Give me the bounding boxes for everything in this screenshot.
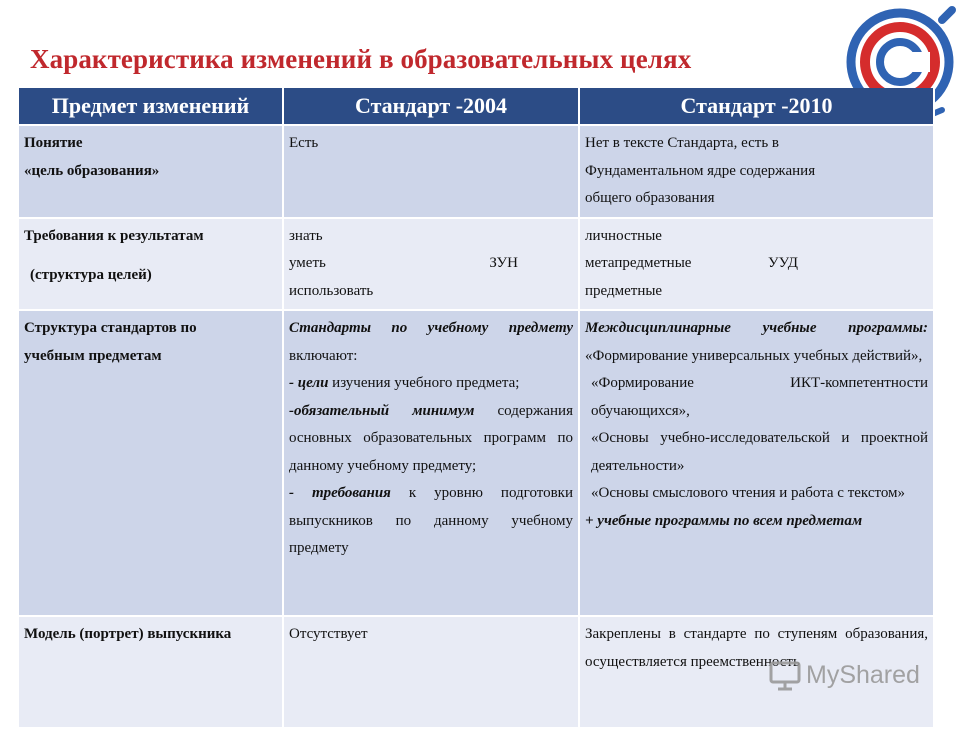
cell-emphasis: Стандарты по учебному предмету <box>289 320 573 336</box>
cell-text: метапредметные <box>585 255 692 271</box>
cell-line: «цель образования» <box>24 162 160 179</box>
cell-emphasis: -обязательный минимум <box>289 402 475 419</box>
cell-line: (структура целей) <box>30 267 152 283</box>
cell-paragraph: «Основы учебно-исследовательской и проектной деятельности» <box>591 430 928 474</box>
cell-text: уметь <box>289 255 326 271</box>
cell-line: Есть <box>289 135 319 151</box>
cell-line: Требования к результатам <box>24 227 204 244</box>
row-2010-cell <box>579 125 934 218</box>
cell-text: «Формирование универсальных учебных действий», <box>585 347 923 364</box>
header-standard-2010: Стандарт -2010 <box>579 88 934 125</box>
table-row <box>19 310 934 616</box>
row-2004-cell <box>283 218 579 311</box>
table-row <box>19 125 934 218</box>
cell-line: знать <box>289 227 323 244</box>
row-subject-cell: Модель (портрет) выпускника <box>19 616 283 728</box>
row-2010-cell <box>579 218 934 311</box>
row-2004-cell <box>283 310 579 616</box>
cell-text: содержания основных образовательных программ по данному учебному предмету; <box>289 402 573 474</box>
row-subject-cell <box>19 310 283 616</box>
cell-paragraph <box>289 398 573 481</box>
header-standard-2004: Стандарт -2004 <box>283 88 579 125</box>
comparison-table <box>19 88 935 729</box>
header-subject: Предмет изменений <box>19 88 283 125</box>
cell-paragraph <box>289 480 573 563</box>
cell-line: использовать <box>289 282 374 299</box>
cell-paragraph: «Основы смыслового чтения и работа с текстом» <box>591 485 906 501</box>
cell-line: предметные <box>585 282 663 299</box>
cell-paragraph: «Формирование ИКТ-компетентности обучающихся», <box>591 375 928 419</box>
cell-line: Фундаментальном ядре содержания <box>585 162 816 179</box>
row-subject-cell <box>19 218 283 311</box>
cell-text: к уровню подготовки выпускников по данному учебному предмету <box>289 485 573 556</box>
row-2004-cell: Отсутствует <box>283 616 579 728</box>
cell-emphasis: Междисциплинарные учебные программы: <box>585 320 928 336</box>
row-2010-cell: Закреплены в стандарте по ступеням образования, осуществляется преемственность <box>579 616 934 728</box>
cell-emphasis: - требования <box>289 485 391 501</box>
presentation-icon <box>768 658 802 692</box>
cell-line: личностные <box>585 227 662 244</box>
cell-line <box>289 250 573 278</box>
cell-paragraph: + учебные программы по всем предметам <box>585 512 863 529</box>
cell-text: ЗУН <box>489 255 518 271</box>
watermark <box>768 655 920 695</box>
cell-line: учебным предметам <box>24 347 162 364</box>
row-2004-cell <box>283 125 579 218</box>
row-subject-cell <box>19 125 283 218</box>
cell-line: общего образования <box>585 190 715 206</box>
table-row <box>19 218 934 311</box>
cell-text: УУД <box>768 255 798 271</box>
cell-line <box>585 250 928 278</box>
cell-text: включают: <box>289 347 358 364</box>
cell-paragraph <box>585 315 928 370</box>
row-2010-cell <box>579 310 934 616</box>
slide-title: Характеристика изменений в образовательных целях <box>30 44 692 74</box>
watermark-text: MyShared <box>806 660 920 689</box>
cell-text: изучения учебного предмета; <box>328 375 520 391</box>
cell-line: Нет в тексте Стандарта, есть в <box>585 135 780 151</box>
cell-paragraph <box>289 370 573 398</box>
cell-emphasis: - цели <box>289 375 329 391</box>
cell-line: Понятие <box>24 135 83 151</box>
cell-paragraph <box>289 315 573 370</box>
cell-line: Структура стандартов по <box>24 320 197 336</box>
